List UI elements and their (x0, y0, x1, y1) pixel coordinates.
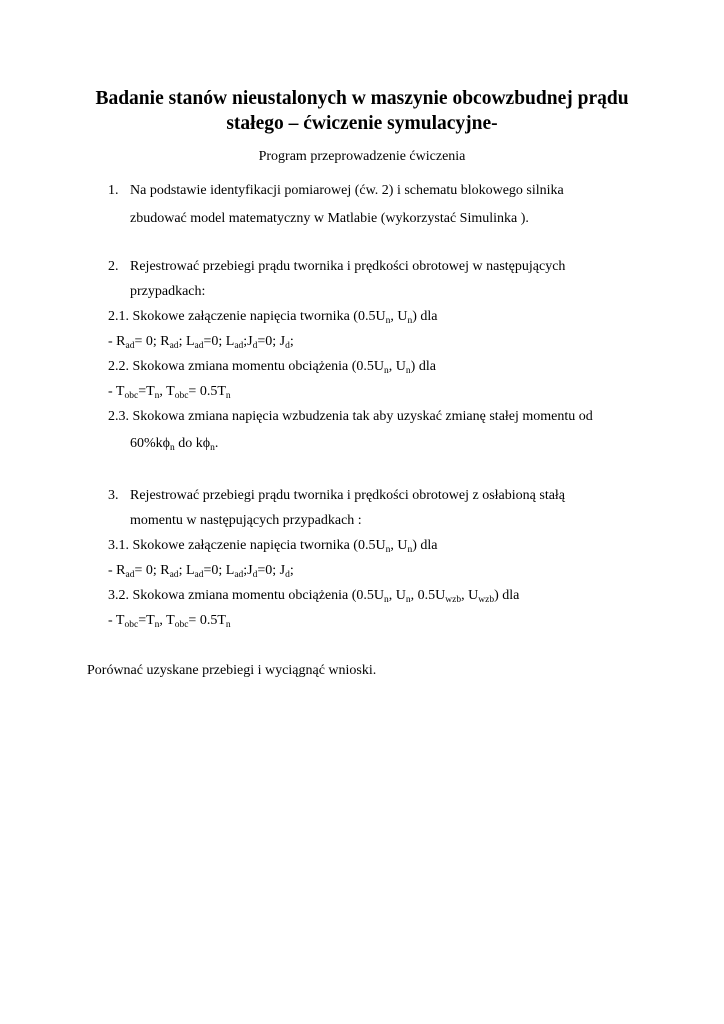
item-3-number: 3. (108, 488, 119, 503)
item-2-line-1: Rejestrować przebiegi prądu twornika i prędkości obrotowej w następujących (130, 259, 566, 274)
document-subtitle: Program przeprowadzenie ćwiczenia (258, 149, 466, 164)
title-line-2: stałego – ćwiczenie symulacyjne- (226, 113, 498, 134)
item-2-line-2: przypadkach: (130, 284, 206, 299)
item-3-line-1: Rejestrować przebiegi prądu twornika i prędkości obrotowej z osłabioną stałą (130, 488, 566, 503)
title-line-1: Badanie stanów nieustalonych w maszynie obcowzbudnej prądu (95, 88, 629, 109)
item-1-line-1: Na podstawie identyfikacji pomiarowej (ćw. 2) i schematu blokowego silnika (130, 183, 564, 198)
subitem-3-1: 3.1. Skokowe załączenie napięcia twornika ($0.5U_n$, $U_n$) dla (108, 538, 438, 555)
subitem-3-2: 3.2. Skokowa zmiana momentu obciążenia ($0.5U_n$, $U_n$, $0.5U_{wzb}$, $U_{wzb}$) dla (108, 588, 520, 605)
item-3-line-2: momentu w następujących przypadkach : (130, 513, 362, 528)
subitem-3-2-params: - $T_{obc}=T_n$, $T_{obc}= 0.5T_n$ (108, 613, 231, 630)
item-1-line-2: zbudować model matematyczny w Matlabie (wykorzystać Simulinka ). (130, 211, 529, 226)
item-1-number: 1. (108, 183, 119, 198)
subitem-2-3-line-2: $60\%k\phi_n$ do $k\phi_n$. (130, 436, 219, 453)
subitem-3-1-params: - $R_{ad}= 0$; $R_{ad}$; $L_{ad}=0$; $L_{ad};J_d=0$; $J_d$; (108, 563, 294, 580)
subitem-2-2-params: - $T_{obc}=T_n$, $T_{obc}= 0.5T_n$ (108, 384, 231, 401)
conclusion-text: Porównać uzyskane przebiegi i wyciągnąć wnioski. (87, 663, 377, 678)
subitem-2-1-params: - $R_{ad}= 0$; $R_{ad}$; $L_{ad}=0$; $L_{ad};J_d=0$; $J_d$; (108, 334, 294, 351)
subitem-2-1: 2.1. Skokowe załączenie napięcia twornika ($0.5U_n$, $U_n$) dla (108, 309, 438, 326)
document-title (60, 86, 664, 136)
subitem-2-2: 2.2. Skokowa zmiana momentu obciążenia ($0.5U_n$, $U_n$) dla (108, 359, 436, 376)
item-2-number: 2. (108, 259, 119, 274)
subitem-2-3-line-1: 2.3. Skokowa zmiana napięcia wzbudzenia tak aby uzyskać zmianę stałej momentu od (108, 409, 593, 424)
